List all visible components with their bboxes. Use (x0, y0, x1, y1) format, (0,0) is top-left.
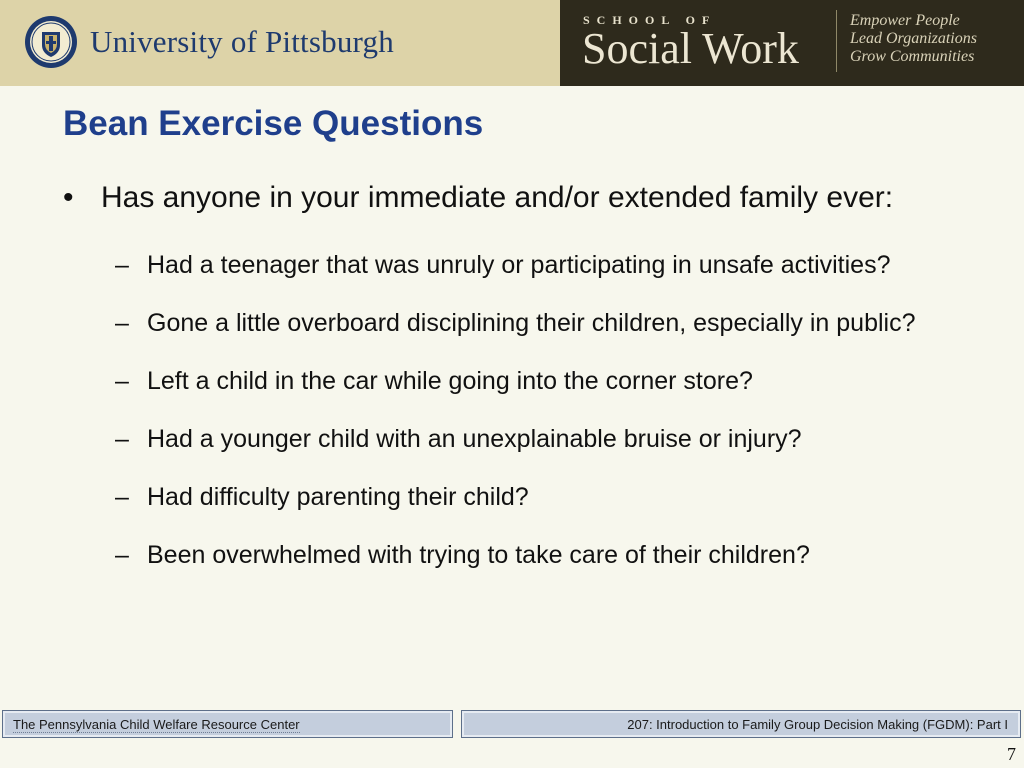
sub-bullet-text: Had a teenager that was unruly or participating in unsafe activities? (147, 251, 891, 279)
tagline-divider (836, 10, 837, 72)
footer-course-text: 207: Introduction to Family Group Decision Making (FGDM): Part I (627, 717, 1008, 732)
school-of-label: SCHOOL OF (583, 13, 717, 27)
main-bullet-text: Has anyone in your immediate and/or extended family ever: (101, 181, 894, 214)
tagline-line: Lead Organizations (850, 30, 977, 47)
sub-bullet-item (115, 298, 945, 349)
sub-bullet-text: Had difficulty parenting their child? (147, 483, 529, 511)
tagline (850, 12, 977, 66)
footer-organization (2, 710, 453, 738)
sub-bullet-text: Left a child in the car while going into the corner store? (147, 367, 753, 395)
dash-icon: – (115, 251, 129, 279)
dash-icon: – (115, 541, 129, 569)
pitt-banner (0, 0, 560, 86)
slide-header (0, 0, 1024, 86)
sub-bullet-item (115, 240, 945, 291)
university-seal-icon (24, 15, 78, 69)
sub-bullet-text: Gone a little overboard disciplining their children, especially in public? (147, 309, 916, 337)
school-name: Social Work (582, 24, 799, 73)
footer-organization-text: The Pennsylvania Child Welfare Resource Center (13, 717, 300, 732)
main-bullet (63, 181, 893, 215)
sub-bullet-item (115, 530, 945, 581)
sub-bullet-item (115, 414, 945, 465)
footer-course (461, 710, 1021, 738)
tagline-line: Empower People (850, 12, 960, 29)
sub-bullet-item (115, 472, 945, 523)
dash-icon: – (115, 425, 129, 453)
sub-bullet-text: Had a younger child with an unexplainable bruise or injury? (147, 425, 802, 453)
slide-title: Bean Exercise Questions (63, 104, 484, 143)
page-number: 7 (1007, 744, 1016, 764)
dash-icon: – (115, 367, 129, 395)
bullet-icon: • (63, 181, 74, 214)
dash-icon: – (115, 483, 129, 511)
university-name: University of Pittsburgh (90, 24, 394, 59)
sub-bullet-list (115, 240, 945, 588)
tagline-line: Grow Communities (850, 48, 975, 65)
sub-bullet-item (115, 356, 945, 407)
sub-bullet-text: Been overwhelmed with trying to take care of their children? (147, 541, 810, 569)
dash-icon: – (115, 309, 129, 337)
